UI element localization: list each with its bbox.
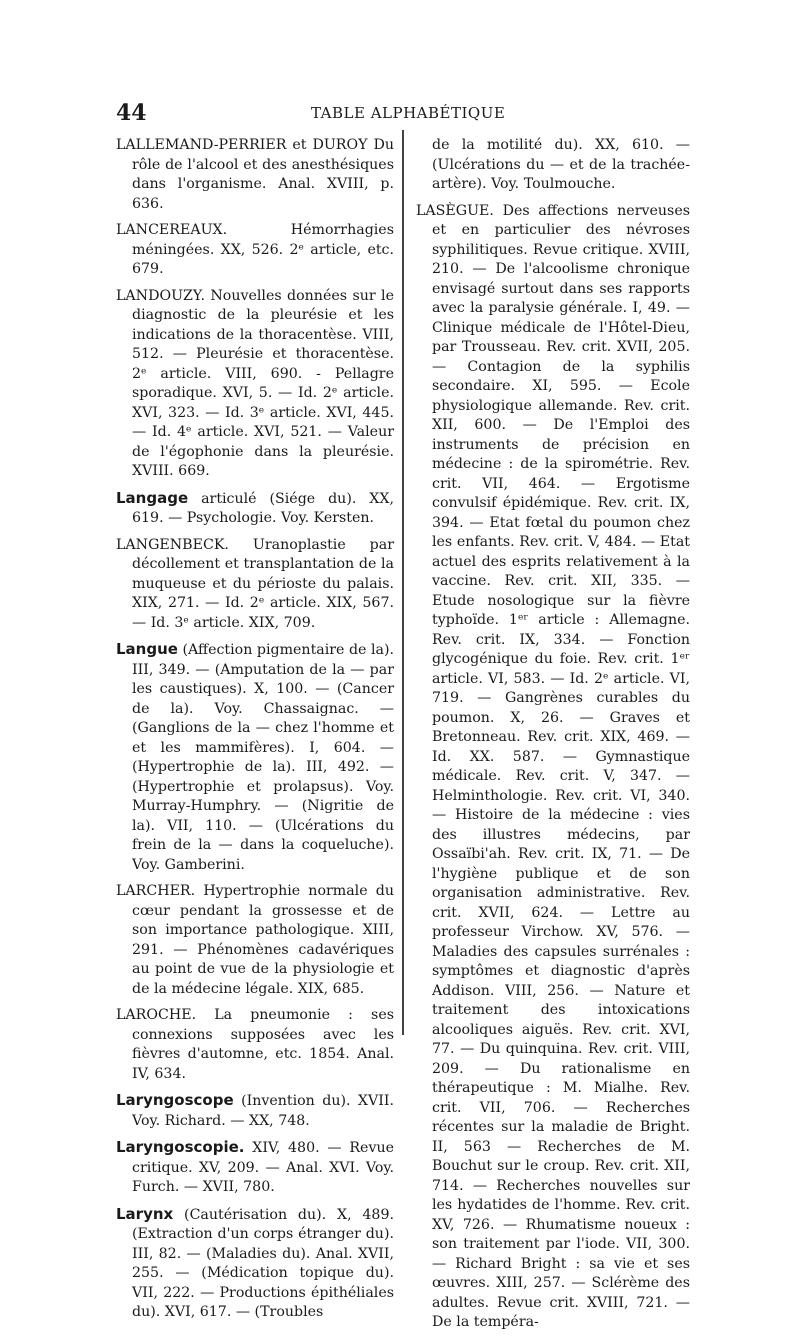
right-column <box>416 136 690 1340</box>
entry-text: de la motilité du). XX, 610. — (Ulcérations du — et de la trachée-artère). Voy. Toulmouche. <box>432 137 690 192</box>
entry-heading: LASÈGUE. <box>416 202 494 219</box>
index-entry <box>116 1138 394 1198</box>
entry-heading: LANCEREAUX. <box>116 222 228 238</box>
entry-heading: LANGENBECK. <box>116 536 229 553</box>
index-entry <box>116 287 394 482</box>
entry-text: (Affection pigmentaire de la). III, 349. — (Amputation de la — par les caustiques). X, 100. — (Cancer de la). Voy. Chassaignac. — (Ganglions de la — chez l'homme et et les mammifères). I, 604. — (Hypertrophie de la). III, 492. — (Hypertrophie et prolapsus). Voy. Murray-Humphry. — (Nigritie de la). VII, 110. — (Ulcérations du frein de la — dans la coqueluche). Voy. Gamberini. <box>132 642 395 873</box>
entry-text: Nouvelles données sur le diagnostic de la pleurésie et les indications de la thoracentèse. VIII, 512. — Pleurésie et thoracentèse. 2ᵉ article. VIII, 690. - Pellagre sporadique. XVI, 5. — Id. 2ᵉ article. XVI, 323. — Id. 3ᵉ article. XVI, 445. — Id. 4ᵉ article. XVI, 521. — Valeur de l'égophonie dans la pleurésie. XVIII. 669. <box>132 287 394 479</box>
entry-heading: Larynx <box>116 1204 174 1223</box>
entry-text: XIV, 480. — Revue critique. XV, 209. — Anal. XVI. Voy. Furch. — XVII, 780. <box>132 1140 394 1195</box>
entry-text: Uranoplastie par décollement et transplantation de la muqueuse et du périoste du palais. XIX, 271. — Id. 2ᵉ article. XIX, 567. — Id. 3ᵉ article. XIX, 709. <box>132 536 394 631</box>
entry-text: La pneumonie : ses connexions supposées avec les fièvres d'automne, etc. 1854. Anal. IV, 634. <box>132 1007 394 1082</box>
page-header <box>116 100 690 130</box>
index-entry <box>116 221 394 280</box>
index-entry <box>416 136 690 195</box>
entry-text: Hypertrophie normale du cœur pendant la grossesse et de son importance pathologique. XIII, 291. — Phénomènes cadavériques au point de vue de la physiologie et de la médecine légale. XIX, 685. <box>132 883 394 997</box>
entry-heading: LANDOUZY. <box>116 287 205 304</box>
index-entry <box>116 136 394 214</box>
running-title: TABLE ALPHABÉTIQUE <box>311 104 506 122</box>
index-entry <box>116 536 394 634</box>
entry-text: articulé (Siége du). XX, 619. — Psychologie. Voy. Kersten. <box>132 490 394 526</box>
entry-text: Hémorrhagies méningées. XX, 526. 2ᵉ article, etc. 679. <box>132 222 394 277</box>
entry-heading: LARCHER. <box>116 883 196 899</box>
entry-heading: Langage <box>116 488 189 507</box>
index-entry <box>116 882 394 999</box>
entry-heading: Laryngoscope <box>116 1091 234 1109</box>
entry-heading: Laryngoscopie. <box>116 1138 245 1156</box>
entry-text: Du rôle de l'alcool et des anesthésiques dans l'organisme. Anal. XVIII, p. 636. <box>132 137 394 212</box>
index-entry <box>116 640 394 875</box>
index-entry <box>116 489 394 529</box>
index-entry <box>116 1091 394 1131</box>
index-entry <box>416 202 690 1333</box>
entry-text: (Invention du). XVII. Voy. Richard. — XX, 748. <box>132 1093 394 1129</box>
entry-heading: Langue <box>116 640 178 658</box>
index-entry <box>116 1205 394 1323</box>
column-divider <box>402 130 404 1035</box>
entry-heading: LALLEMAND-PERRIER et DUROY <box>116 137 368 153</box>
page-number: 44 <box>116 100 147 126</box>
entry-text: Des affections nerveuses et en particulier des névroses syphilitiques. Revue critique. XVIII, 210. — De l'alcoolisme chronique envisagé surtout dans ses rapports avec la paralysie générale. I, 49. — Clinique médicale de l'Hôtel-Dieu, par Trousseau. Rev. crit. XVII, 205. — Contagion de la syphilis secondaire. XI, 595. — Ecole physiologique allemande. Rev. crit. XII, 600. — De l'Emploi des instruments de précision en médecine : de la spirométrie. Rev. crit. VII, 464. — Ergotisme convulsif épidémique. Rev. crit. IX, 394. — Etat fœtal du poumon chez les enfants. Rev. crit. V, 484. — Etat actuel des esprits relativement à la vaccine. Rev. crit. XII, 335. — Etude nosologique sur la fièvre typhoïde. 1ᵉʳ article : Allemagne. Rev. crit. IX, 334. — Fonction glycogénique du foie. Rev. crit. 1ᵉʳ article. VI, 583. — Id. 2ᵉ article. VI, 719. — Gangrènes curables du poumon. X, 26. — Graves et Bretonneau. Rev. crit. XIX, 469. — Id. XX. 587. — Gymnastique médicale. Rev. crit. V, 347. — Helminthologie. Rev. crit. VI, 340. — Histoire de la médecine : vies des illustres médecins, par Ossaïbi'ah. Rev. crit. IX, 71. — De l'hygiène publique et de son organisation administrative. Rev. crit. XVII, 624. — Lettre au professeur Virchow. XV, 576. — Maladies des capsules surrénales : symptômes et diagnostic d'après Addison. VIII, 256. — Nature et traitement des intoxications alcooliques aiguës. Rev. crit. XVI, 77. — Du quinquina. Rev. crit. VIII, 209. — Du rationalisme en thérapeutique : M. Mialhe. Rev. crit. VII, 706. — Recherches récentes sur la maladie de Bright. II, 563 — Recherches de M. Bouchut sur le croup. Rev. crit. XII, 714. — Recherches nouvelles sur les hydatides de l'homme. Rev. crit. XV, 726. — Rhumatisme noueux : son traitement par l'iode. VII, 300. — Richard Bright : sa vie et ses œuvres. XIII, 257. — Sclérème des adultes. Revue crit. XVIII, 721. — De la tempéra- <box>432 202 690 1330</box>
index-entry <box>116 1006 394 1084</box>
entry-heading: LAROCHE. <box>116 1007 197 1023</box>
entry-text: (Cautérisation du). X, 489. (Extraction d'un corps étranger du). III, 82. — (Maladies du). Anal. XVII, 255. — (Médication topique du). VII, 222. — Productions épithéliales du). XVI, 617. — (Troubles <box>132 1206 394 1320</box>
left-column <box>116 136 394 1330</box>
